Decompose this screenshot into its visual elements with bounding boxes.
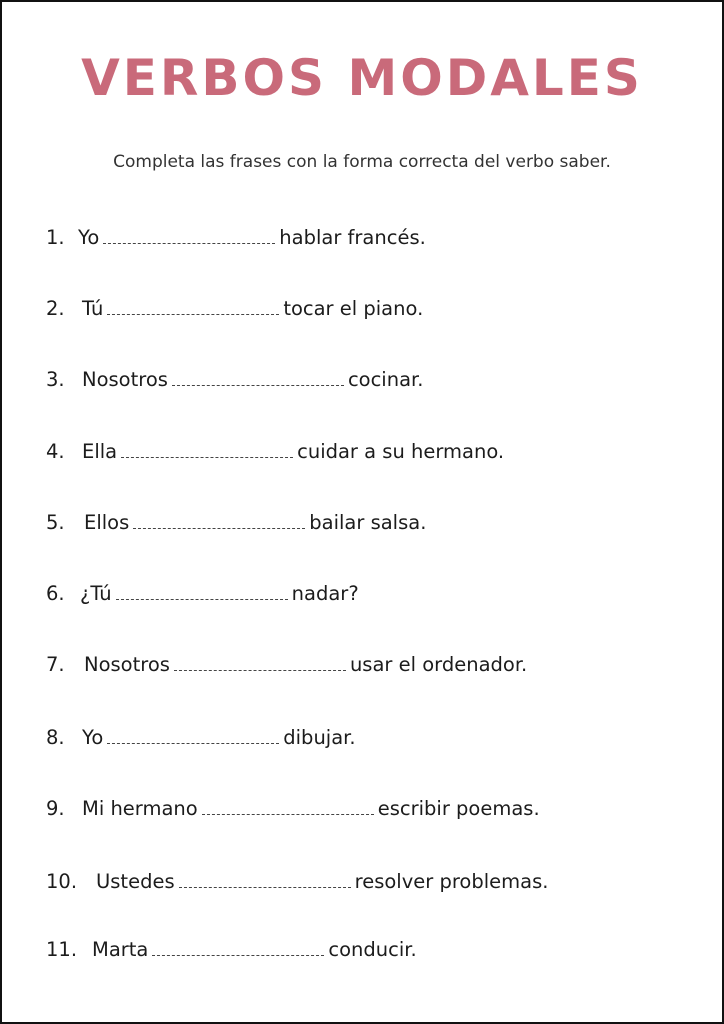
exercise-item: [46, 651, 702, 679]
exercise-phrase: dibujar.: [283, 726, 356, 749]
exercise-number: 6.: [46, 582, 65, 605]
exercise-subject: Nosotros: [84, 653, 170, 676]
exercise-item: [46, 868, 702, 896]
answer-blank[interactable]: [133, 511, 305, 529]
exercise-number: 9.: [46, 797, 65, 820]
answer-blank[interactable]: [107, 297, 279, 315]
worksheet-instructions: Completa las frases con la forma correcta del verbo saber.: [113, 152, 611, 172]
answer-blank[interactable]: [107, 726, 279, 744]
exercise-phrase: tocar el piano.: [283, 297, 424, 320]
exercise-phrase: escribir poemas.: [377, 797, 540, 820]
exercise-phrase: bailar salsa.: [309, 511, 427, 534]
answer-blank[interactable]: [116, 582, 288, 600]
exercise-subject: Nosotros: [82, 368, 168, 391]
exercise-item: [46, 295, 702, 323]
answer-blank[interactable]: [172, 368, 344, 386]
exercise-phrase: resolver problemas.: [354, 870, 549, 893]
answer-blank[interactable]: [103, 226, 275, 244]
answer-blank[interactable]: [121, 440, 293, 458]
exercise-subject: ¿Tú: [80, 582, 112, 605]
answer-blank[interactable]: [202, 797, 374, 815]
exercise-subject: Ustedes: [96, 870, 175, 893]
exercise-number: 1.: [46, 226, 65, 249]
exercise-number: 4.: [46, 440, 65, 463]
exercise-phrase: cuidar a su hermano.: [297, 440, 505, 463]
exercise-phrase: conducir.: [328, 938, 417, 961]
exercise-subject: Ellos: [84, 511, 130, 534]
answer-blank[interactable]: [174, 653, 346, 671]
exercise-item: [46, 795, 702, 823]
exercise-number: 5.: [46, 511, 65, 534]
exercise-phrase: cocinar.: [347, 368, 424, 391]
exercise-subject: Yo: [78, 226, 100, 249]
exercise-item: [46, 936, 702, 964]
exercise-item: [46, 224, 702, 252]
exercise-number: 8.: [46, 726, 65, 749]
exercise-subject: Ella: [82, 440, 118, 463]
exercise-item: [46, 438, 702, 466]
exercise-item: [46, 724, 702, 752]
exercise-phrase: hablar francés.: [279, 226, 426, 249]
exercise-number: 2.: [46, 297, 65, 320]
exercise-subject: Yo: [82, 726, 104, 749]
exercise-subject: Mi hermano: [82, 797, 198, 820]
exercise-phrase: nadar?: [291, 582, 359, 605]
exercise-number: 11.: [46, 938, 78, 961]
exercise-item: [46, 509, 702, 537]
answer-blank[interactable]: [179, 870, 351, 888]
exercise-number: 3.: [46, 368, 65, 391]
exercise-phrase: usar el ordenador.: [349, 653, 528, 676]
exercise-item: [46, 580, 702, 608]
worksheet-title: VERBOS MODALES: [81, 49, 643, 107]
exercise-item: [46, 366, 702, 394]
exercise-number: 10.: [46, 870, 78, 893]
exercise-subject: Marta: [92, 938, 149, 961]
exercise-number: 7.: [46, 653, 65, 676]
answer-blank[interactable]: [152, 938, 324, 956]
exercise-subject: Tú: [82, 297, 104, 320]
